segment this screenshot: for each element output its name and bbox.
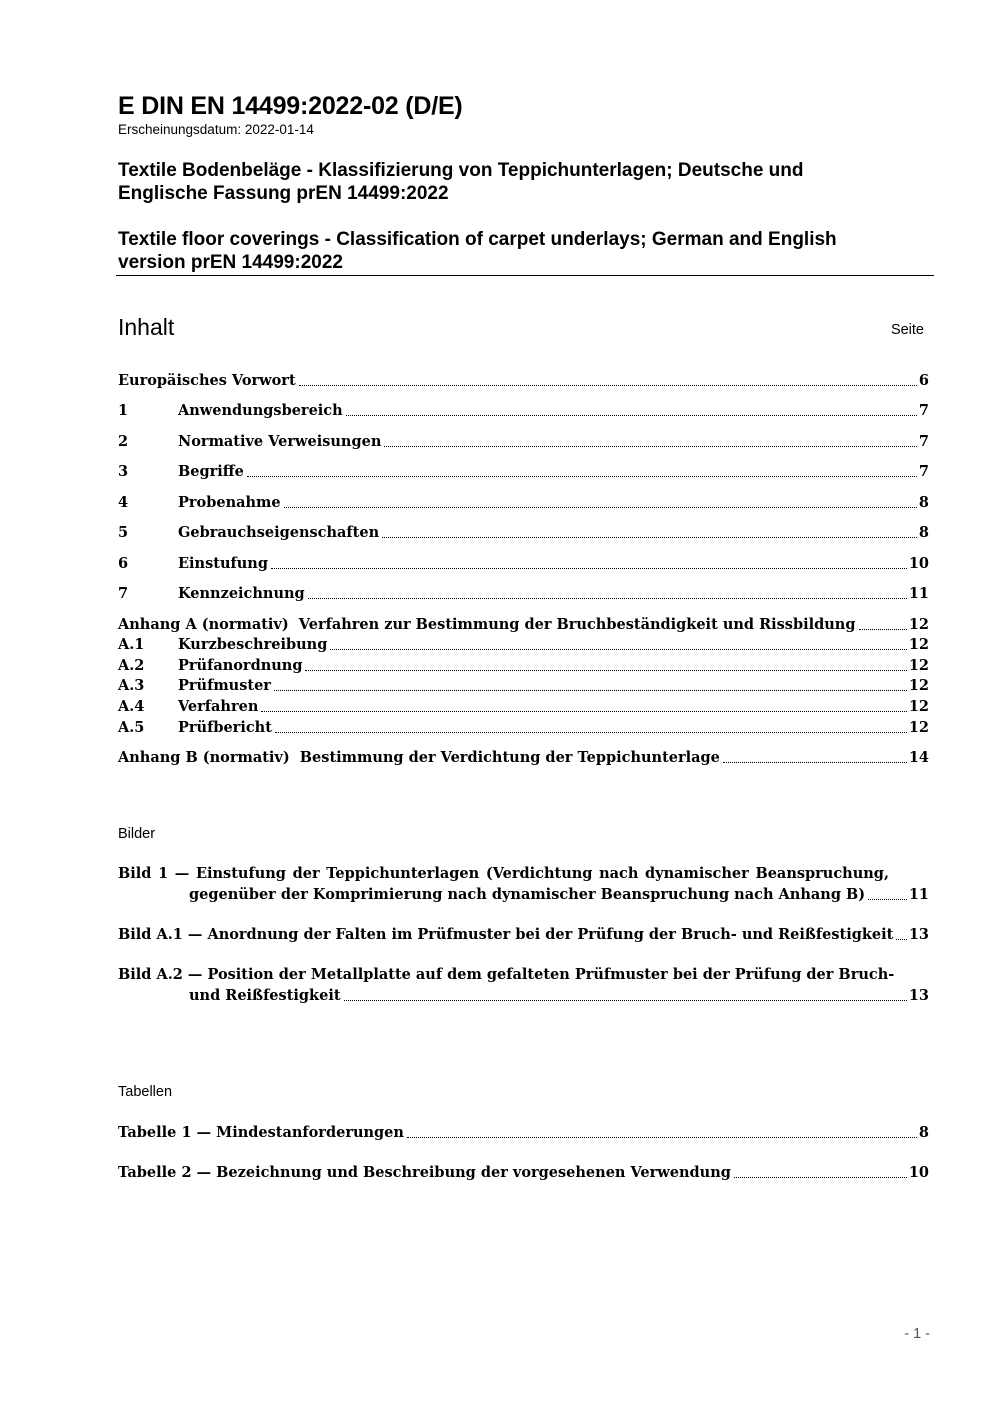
toc-entry[interactable]	[118, 676, 929, 696]
toc-entry[interactable]	[118, 656, 929, 676]
toc-entry-text: Prüfanordnung	[178, 657, 303, 674]
leader-dots	[308, 584, 907, 604]
toc-entry[interactable]	[118, 401, 929, 421]
leader-dots	[284, 493, 917, 513]
leader-dots	[247, 462, 917, 482]
leader-dots	[305, 656, 906, 676]
toc-entry-page: 12	[908, 616, 929, 633]
toc-heading: Inhalt	[118, 314, 175, 340]
figure-entry-page: 13	[908, 926, 929, 943]
title-english-line: Textile floor coverings - Classification of carpet underlays; German and English	[118, 229, 837, 250]
header-divider	[116, 275, 934, 276]
document-id: E DIN EN 14499:2022-02 (D/E)	[118, 92, 463, 120]
toc-entry-text: Gebrauchseigenschaften	[178, 524, 380, 541]
figure-entry[interactable]	[118, 925, 929, 945]
toc-entry-page: 8	[918, 524, 929, 541]
toc-entry-page: 6	[918, 372, 929, 389]
title-german	[118, 159, 918, 205]
leader-dots	[382, 523, 917, 543]
toc-entry-page: 12	[908, 719, 929, 736]
table-entry-page: 8	[918, 1124, 929, 1141]
figure-entry-text: Bild A.1 — Anordnung der Falten im Prüfmuster bei der Prüfung der Bruch- und Reißfestigkeit	[118, 926, 894, 943]
leader-dots	[734, 1163, 907, 1183]
toc-entry-page: 12	[908, 698, 929, 715]
toc-entry[interactable]	[118, 554, 929, 574]
toc-entry[interactable]	[118, 493, 929, 513]
toc-entry-number: A.5	[118, 719, 145, 736]
table-entry-page: 10	[908, 1164, 929, 1181]
toc-entry-annex[interactable]	[118, 615, 929, 635]
toc-entry[interactable]	[118, 718, 929, 738]
leader-dots	[261, 697, 906, 717]
figure-entry[interactable]	[189, 885, 929, 905]
toc-entry-page: 7	[918, 463, 929, 480]
title-english	[118, 228, 918, 274]
leader-dots	[299, 371, 917, 391]
toc-entry-number: A.2	[118, 657, 145, 674]
page-column-label: Seite	[890, 322, 924, 338]
toc-entry-page: 11	[908, 585, 929, 602]
toc-entry-text: Kennzeichnung	[178, 585, 305, 602]
toc-entry-page: 8	[918, 494, 929, 511]
publication-date: Erscheinungsdatum: 2022-01-14	[118, 122, 314, 137]
leader-dots	[275, 718, 907, 738]
toc-entry-text: Prüfbericht	[178, 719, 272, 736]
toc-entry-text: Anwendungsbereich	[178, 402, 343, 419]
toc-entry-page: 12	[908, 677, 929, 694]
toc-entry-number: 5	[118, 524, 129, 541]
toc-entry-number: 2	[118, 433, 129, 450]
toc-entry-number: A.3	[118, 677, 145, 694]
leader-dots	[344, 986, 907, 1006]
figure-entry-page: 11	[908, 886, 929, 903]
table-entry-text: Tabelle 2 — Bezeichnung und Beschreibung der vorgesehenen Verwendung	[118, 1164, 731, 1181]
toc-entry-text: Europäisches Vorwort	[118, 372, 296, 389]
toc-entry-number: 7	[118, 585, 129, 602]
toc-entry-page: 12	[908, 636, 929, 653]
toc-entry-number: 3	[118, 463, 129, 480]
toc-entry-text: Anhang B (normativ) Bestimmung der Verdichtung der Teppichunterlage	[118, 749, 720, 766]
toc-entry[interactable]	[118, 432, 929, 452]
toc-entry-text: Begriffe	[178, 463, 244, 480]
table-entry[interactable]	[118, 1123, 929, 1143]
figure-entry[interactable]	[189, 986, 929, 1006]
leader-dots	[868, 885, 907, 905]
leader-dots	[330, 635, 906, 655]
toc-entry[interactable]	[118, 523, 929, 543]
leader-dots	[896, 925, 906, 945]
toc-entry-page: 10	[908, 555, 929, 572]
table-entry[interactable]	[118, 1163, 929, 1183]
title-english-line: version prEN 14499:2022	[118, 252, 343, 273]
leader-dots	[274, 676, 907, 696]
toc-entry-number: 6	[118, 555, 129, 572]
page-number: - 1 -	[904, 1326, 930, 1342]
leader-dots	[859, 615, 907, 635]
toc-entry-page: 7	[918, 402, 929, 419]
title-german-line: Englische Fassung prEN 14499:2022	[118, 183, 449, 204]
toc-entry-annex[interactable]	[118, 748, 929, 768]
figure-entry-text: gegenüber der Komprimierung nach dynamischer Beanspruchung nach Anhang B)	[189, 886, 866, 903]
toc-entry-page: 12	[908, 657, 929, 674]
toc-entry-page: 7	[918, 433, 929, 450]
toc-entry[interactable]	[118, 371, 929, 391]
toc-entry-number: 4	[118, 494, 129, 511]
figure-entry-line[interactable]: Bild A.2 — Position der Metallplatte auf dem gefalteten Prüfmuster bei der Prüfung der Bruch-	[118, 966, 895, 983]
leader-dots	[407, 1123, 917, 1143]
toc-entry[interactable]	[118, 635, 929, 655]
leader-dots	[723, 748, 907, 768]
toc-entry-text: Prüfmuster	[178, 677, 271, 694]
table-entry-text: Tabelle 1 — Mindestanforderungen	[118, 1124, 404, 1141]
toc-entry[interactable]	[118, 584, 929, 604]
toc-entry-text: Anhang A (normativ) Verfahren zur Bestimmung der Bruchbeständigkeit und Rissbildung	[118, 616, 856, 633]
toc-entry-text: Normative Verweisungen	[178, 433, 382, 450]
figure-entry-line[interactable]: Bild 1 — Einstufung der Teppichunterlagen (Verdichtung nach dynamischer Beanspruchung,	[118, 865, 889, 882]
toc-entry[interactable]	[118, 697, 929, 717]
toc-entry-text: Einstufung	[178, 555, 268, 572]
toc-entry-text: Verfahren	[178, 698, 259, 715]
toc-entry[interactable]	[118, 462, 929, 482]
toc-entry-page: 14	[908, 749, 929, 766]
leader-dots	[346, 401, 917, 421]
figure-entry-page: 13	[908, 987, 929, 1004]
toc-entry-text: Kurzbeschreibung	[178, 636, 328, 653]
toc-entry-number: 1	[118, 402, 129, 419]
figures-heading: Bilder	[118, 826, 156, 842]
figure-entry-text: und Reißfestigkeit	[189, 987, 341, 1004]
toc-entry-number: A.4	[118, 698, 145, 715]
leader-dots	[271, 554, 907, 574]
title-german-line: Textile Bodenbeläge - Klassifizierung von Teppichunterlagen; Deutsche und	[118, 160, 804, 181]
leader-dots	[384, 432, 917, 452]
toc-entry-number: A.1	[118, 636, 145, 653]
tables-heading: Tabellen	[118, 1084, 173, 1100]
toc-entry-text: Probenahme	[178, 494, 281, 511]
